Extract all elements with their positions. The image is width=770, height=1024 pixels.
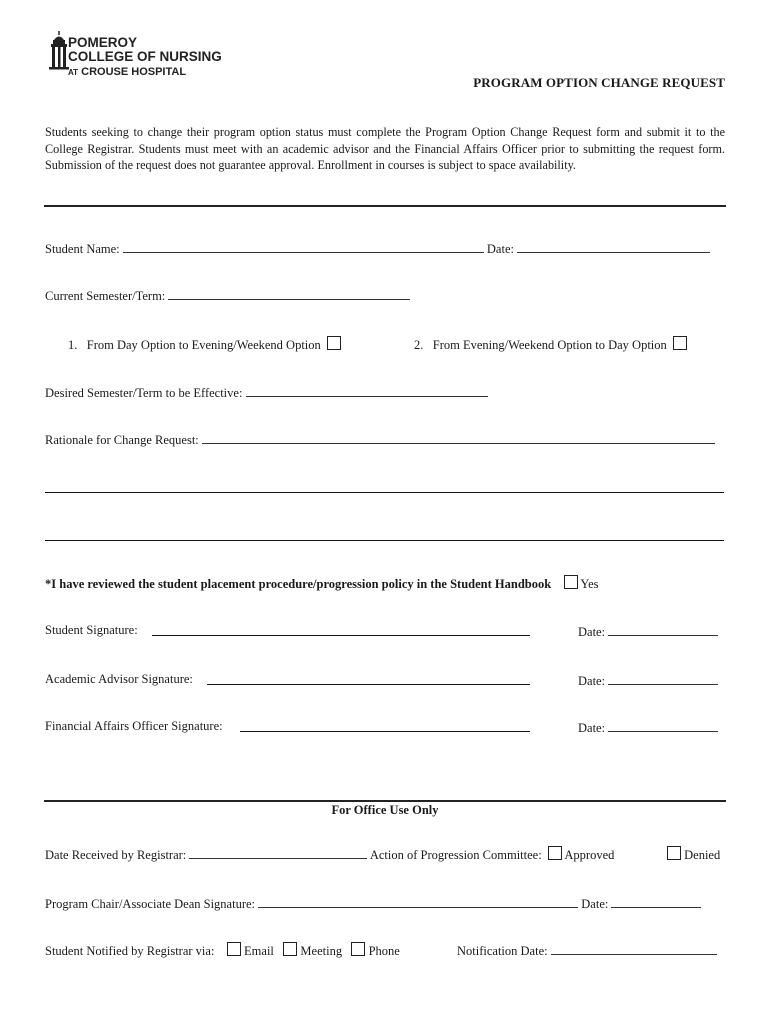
- logo-line-3: AT CROUSE HOSPITAL: [68, 66, 187, 78]
- phone-label: Phone: [368, 944, 400, 958]
- financial-signature-label: Financial Affairs Officer Signature:: [45, 719, 223, 733]
- student-name-field[interactable]: [123, 240, 484, 253]
- office-heading: For Office Use Only: [331, 803, 439, 817]
- student-name-row: [45, 240, 710, 257]
- rationale-label: Rationale for Change Request:: [45, 433, 199, 447]
- date-label: Date:: [578, 674, 606, 688]
- option-1-label: From Day Option to Evening/Weekend Option: [86, 338, 321, 352]
- financial-signature-date-field[interactable]: [608, 719, 718, 732]
- notification-date-row: [457, 942, 717, 959]
- meeting-label: Meeting: [300, 944, 343, 958]
- email-checkbox[interactable]: [227, 942, 241, 956]
- approved-checkbox[interactable]: [548, 846, 562, 860]
- advisor-signature-date: [578, 672, 718, 689]
- option-2-checkbox[interactable]: [673, 336, 687, 350]
- chair-signature-row: [45, 895, 701, 912]
- notification-date-field[interactable]: [551, 942, 717, 955]
- office-divider: [44, 800, 726, 802]
- advisor-signature-field[interactable]: [207, 684, 530, 685]
- advisor-signature-label: Academic Advisor Signature:: [45, 672, 193, 686]
- chair-signature-field[interactable]: [258, 895, 578, 908]
- college-logo: [46, 30, 226, 96]
- student-signature-field[interactable]: [152, 635, 530, 636]
- policy-yes-checkbox[interactable]: [564, 575, 578, 589]
- option-1: [68, 336, 341, 353]
- logo-line-2: COLLEGE OF NURSING: [68, 49, 222, 64]
- policy-statement: *I have reviewed the student placement procedure/progression policy in the Student Handbook: [45, 577, 552, 591]
- financial-signature-field[interactable]: [240, 731, 530, 732]
- notified-row: [45, 942, 400, 959]
- chair-signature-label: Program Chair/Associate Dean Signature:: [45, 897, 256, 911]
- current-term-field[interactable]: [168, 287, 410, 300]
- policy-yes-label: Yes: [580, 577, 599, 591]
- denied-label: Denied: [684, 848, 721, 862]
- section-divider: [44, 205, 726, 207]
- chair-date-field[interactable]: [611, 895, 701, 908]
- denied-checkbox[interactable]: [667, 846, 681, 860]
- student-name-label: Student Name:: [45, 242, 120, 256]
- date-received-label: Date Received by Registrar:: [45, 848, 187, 862]
- rationale-row: [45, 431, 715, 448]
- rationale-line-2[interactable]: [45, 492, 724, 493]
- action-label: Action of Progression Committee:: [369, 848, 542, 862]
- date-label: Date:: [578, 721, 606, 735]
- financial-signature-date: [578, 719, 718, 736]
- page-title: PROGRAM OPTION CHANGE REQUEST: [473, 75, 725, 90]
- date-received-row: [45, 846, 614, 863]
- denied-option: [667, 846, 720, 863]
- student-signature-date: [578, 623, 718, 640]
- current-term-row: [45, 287, 410, 304]
- date-label: Date:: [578, 625, 606, 639]
- current-term-label: Current Semester/Term:: [45, 289, 166, 303]
- option-1-number: 1.: [68, 338, 78, 352]
- rationale-field[interactable]: [202, 431, 715, 444]
- option-2: [414, 336, 687, 353]
- option-1-checkbox[interactable]: [327, 336, 341, 350]
- policy-row: [45, 575, 599, 592]
- notified-label: Student Notified by Registrar via:: [45, 944, 215, 958]
- logo-line-1: POMEROY: [68, 35, 138, 50]
- approved-label: Approved: [564, 848, 615, 862]
- desired-term-field[interactable]: [246, 384, 488, 397]
- email-label: Email: [244, 944, 274, 958]
- phone-checkbox[interactable]: [351, 942, 365, 956]
- option-2-label: From Evening/Weekend Option to Day Option: [432, 338, 667, 352]
- desired-term-row: [45, 384, 488, 401]
- date-received-field[interactable]: [189, 846, 367, 859]
- rationale-line-3[interactable]: [45, 540, 724, 541]
- notification-date-label: Notification Date:: [457, 944, 548, 958]
- date-label: Date:: [486, 242, 514, 256]
- date-field[interactable]: [517, 240, 710, 253]
- option-2-number: 2.: [414, 338, 424, 352]
- student-signature-date-field[interactable]: [608, 623, 718, 636]
- advisor-signature-date-field[interactable]: [608, 672, 718, 685]
- intro-paragraph: Students seeking to change their program option status must complete the Program Option Change Request form and submit it to the College Registrar. Students must meet with an academic advisor and the Financial Affairs Officer prior to submitting the request form. Submission of the request does not guarantee approval. Enrollment in courses is subject to space availability.: [45, 125, 725, 172]
- student-signature-label: Student Signature:: [45, 623, 138, 637]
- date-label: Date:: [581, 897, 609, 911]
- desired-term-label: Desired Semester/Term to be Effective:: [45, 386, 243, 400]
- meeting-checkbox[interactable]: [283, 942, 297, 956]
